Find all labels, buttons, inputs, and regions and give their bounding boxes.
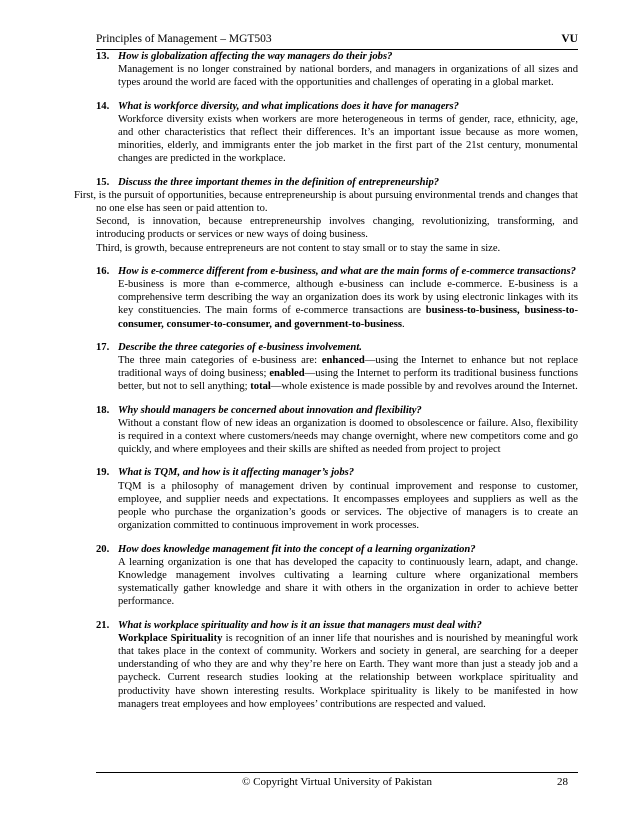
page-content: [74, 50, 579, 721]
answer: TQM is a philosophy of management driven by continual improvement and response to customer, employee, and supplier needs and expectations. It encompasses employees and suppliers as well as the people who purchase the organization’s goods or services. The objective of managers is to create an organization committed to continuous improvement in work processes.: [118, 480, 578, 532]
question-19: [96, 466, 578, 532]
answer: Management is no longer constrained by national borders, and managers in organizations of all sizes and types around the world are faced with the opportunities and challenges of operating in a global market.: [118, 64, 578, 89]
question-heading: 18. Why should managers be concerned about innovation and flexibility?: [96, 404, 422, 416]
question-heading: 16. How is e-commerce different from e-business, and what are the main forms of e-commerce transactions?: [96, 265, 576, 277]
question-17: [96, 341, 578, 394]
answer: Workplace Spirituality is recognition of an inner life that nourishes and is nourished by meaningful work that takes place in the context of community. Workers and society in general, are searching for a deeper understanding of who they are and why they’re here on Earth. They want more than just a steady job and a paycheck. Current research studies looking at the relationship between workplace spirituality and productivity have shown interesting results. Workplace spirituality is likely to be manifested in how managers treat employees and how employees’ contributions are respected and valued.: [118, 632, 578, 710]
question-heading: 21. What is workplace spirituality and how is it an issue that managers must deal with?: [96, 619, 482, 631]
question-13: [96, 50, 578, 90]
question-18: [96, 404, 578, 457]
vu-label: VU: [561, 33, 578, 45]
copyright: © Copyright Virtual University of Pakistan: [242, 776, 432, 788]
question-21: [96, 619, 578, 711]
footer-divider: [96, 772, 578, 773]
question-heading: 15. Discuss the three important themes in the definition of entrepreneurship?: [96, 176, 440, 188]
page-number: 28: [557, 776, 568, 788]
page-header: [96, 33, 578, 50]
question-heading: 13. How is globalization affecting the way managers do their jobs?: [96, 51, 393, 62]
course-title: Principles of Management – MGT503: [96, 33, 272, 45]
question-20: [96, 543, 578, 609]
question-heading: 14. What is workforce diversity, and what implications does it have for managers?: [96, 100, 459, 112]
answer: E-business is more than e-commerce, although e-business can include e-commerce. E-business is a comprehensive term describing the way an organization does its work by using electronic linkages with its key constituencies. The main forms of e-commerce transactions are business-to-business, business-to-consumer, consumer-to-consumer, and government-to-business.: [118, 279, 579, 330]
question-heading: 19. What is TQM, and how is it affecting manager’s jobs?: [96, 467, 355, 479]
answer: First, is the pursuit of opportunities, because entrepreneurship is about pursuing environmental trends and changes that no one else has seen or paid attention to. Second, is innovation, because entrepreneurship involves changing, revolutionizing, transforming, and introducing products or services or new ways of doing business. Third, is growth, because entrepreneurs are not content to stay small or to stay the same in size.: [74, 189, 578, 254]
question-heading: 17. Describe the three categories of e-business involvement.: [96, 341, 362, 353]
answer: Workforce diversity exists when workers are more heterogeneous in terms of gender, race, ethnicity, age, and other characteristics that reflect their differences. It’s an important issue because as more women, minorities, elderly, and immigrants enter the job market in the first part of the 21st century, monumental changes are predicted in the workplace.: [118, 113, 578, 165]
answer: A learning organization is one that has developed the capacity to continuously learn, adapt, and change. Knowledge management involves cultivating a learning culture where organizational members systematically gather knowledge and share it with others in the organization in order to achieve better performance.: [118, 556, 578, 608]
question-16: [96, 265, 578, 331]
answer: Without a constant flow of new ideas an organization is doomed to obsolescence or failure. Also, flexibility is required in a context where customers/needs may change overnight, where new competitors come and go quickly, and where employees and their skills are shifted as needed from project to project: [118, 417, 578, 456]
question-heading: 20. How does knowledge management fit into the concept of a learning organization?: [96, 543, 476, 555]
question-15: [74, 176, 578, 255]
answer: The three main categories of e-business are: enhanced—using the Internet to enhance but not replace traditional ways of doing business; enabled—using the Internet to perform its traditional business functions better, but not to sell anything; total—whole existence is made possible by and revolves around the Internet.: [118, 355, 579, 393]
question-14: [96, 100, 578, 166]
